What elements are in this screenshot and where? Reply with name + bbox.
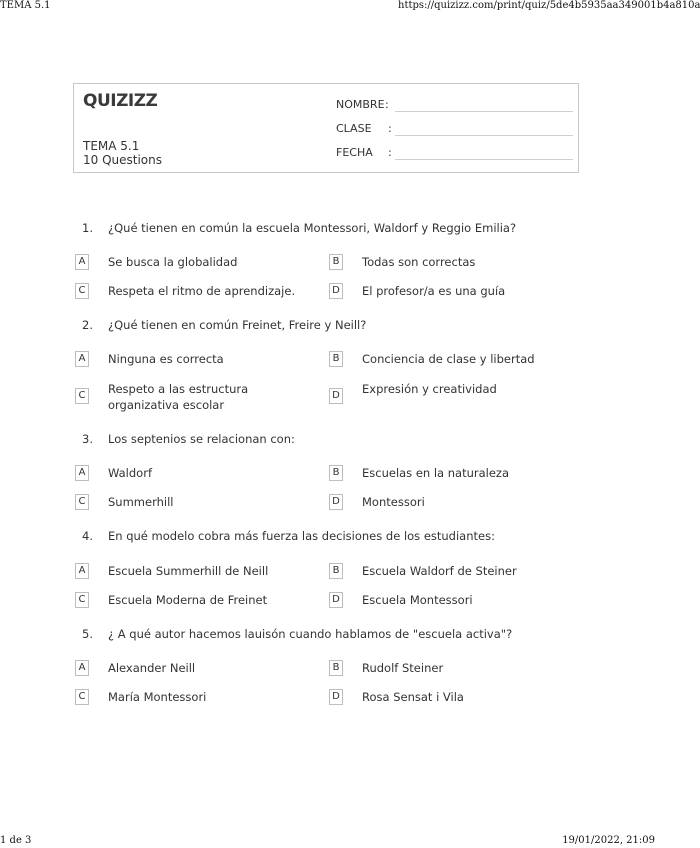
option-letter-box: B xyxy=(329,563,343,579)
option-text: Rosa Sensat i Vila xyxy=(362,690,464,704)
nombre-label: NOMBRE xyxy=(336,98,385,111)
option-letter-box: A xyxy=(75,563,89,579)
option-text: Conciencia de clase y libertad xyxy=(362,352,535,366)
option-text: Montessori xyxy=(362,495,425,509)
question-number: 5. xyxy=(82,627,93,641)
option-text: Waldorf xyxy=(108,466,152,480)
option-letter-box: A xyxy=(75,351,89,367)
clase-label: CLASE xyxy=(336,122,372,135)
print-header xyxy=(0,0,700,14)
option-text: María Montessori xyxy=(108,690,207,704)
fecha-line xyxy=(395,159,573,160)
option-text: Alexander Neill xyxy=(108,661,196,675)
option-letter-box: C xyxy=(75,592,89,608)
question-text: Los septenios se relacionan con: xyxy=(108,432,295,446)
question-number: 2. xyxy=(82,318,93,332)
quiz-info-box xyxy=(73,83,579,173)
option-text: Rudolf Steiner xyxy=(362,661,444,675)
print-timestamp: 19/01/2022, 21:09 xyxy=(562,835,655,846)
option-text: Respeto a las estructura organizativa escolar xyxy=(108,382,249,412)
option-text: Escuela Montessori xyxy=(362,593,473,607)
option-text: Expresión y creatividad xyxy=(362,382,497,396)
question-number: 1. xyxy=(82,221,93,235)
option-text: Summerhill xyxy=(108,495,174,509)
option-text: Ninguna es correcta xyxy=(108,352,224,366)
print-header-url: https://quizizz.com/print/quiz/5de4b5935aa349001b4a810a xyxy=(398,0,700,11)
clase-line xyxy=(395,135,573,136)
question-number: 3. xyxy=(82,432,93,446)
option-letter-box: A xyxy=(75,465,89,481)
nombre-colon: : xyxy=(385,98,389,111)
option-letter-box: B xyxy=(329,351,343,367)
option-letter-box: D xyxy=(329,388,343,404)
fecha-colon: : xyxy=(388,146,392,159)
option-text: Se busca la globalidad xyxy=(108,255,238,269)
option-text: Escuela Summerhill de Neill xyxy=(108,564,269,578)
option-letter-box: B xyxy=(329,465,343,481)
option-letter-box: C xyxy=(75,283,89,299)
option-letter-box: A xyxy=(75,254,89,270)
print-footer xyxy=(0,835,655,848)
page-counter: 1 de 3 xyxy=(0,835,32,846)
option-letter-box: A xyxy=(75,660,89,676)
option-text: El profesor/a es una guía xyxy=(362,284,506,298)
option-text: Respeta el ritmo de aprendizaje. xyxy=(108,284,296,298)
quizizz-logo: QUIZIZZ xyxy=(83,91,158,111)
option-text: Escuela Waldorf de Steiner xyxy=(362,564,517,578)
option-letter-box: D xyxy=(329,592,343,608)
option-c xyxy=(75,381,315,415)
option-letter-box: D xyxy=(329,283,343,299)
option-letter-box: D xyxy=(329,689,343,705)
option-text: Escuela Moderna de Freinet xyxy=(108,593,268,607)
option-letter-box: C xyxy=(75,388,89,404)
option-letter-box: B xyxy=(329,254,343,270)
clase-colon: : xyxy=(388,122,392,135)
option-letter-box: C xyxy=(75,494,89,510)
question-text: ¿Qué tienen en común Freinet, Freire y Neill? xyxy=(108,318,367,332)
quiz-title: TEMA 5.1 xyxy=(83,139,140,153)
question-text: En qué modelo cobra más fuerza las decisiones de los estudiantes: xyxy=(108,529,495,543)
option-letter-box: C xyxy=(75,689,89,705)
option-letter-box: D xyxy=(329,494,343,510)
question-text: ¿ A qué autor hacemos lauisón cuando hablamos de "escuela activa"? xyxy=(108,627,513,641)
fecha-label: FECHA xyxy=(336,146,373,159)
option-text: Escuelas en la naturaleza xyxy=(362,466,510,480)
nombre-line xyxy=(395,111,573,112)
question-number: 4. xyxy=(82,529,93,543)
option-letter-box: B xyxy=(329,660,343,676)
option-d xyxy=(329,381,569,415)
question-text: ¿Qué tienen en común la escuela Montessori, Waldorf y Reggio Emilia? xyxy=(108,221,517,235)
option-text: Todas son correctas xyxy=(362,255,476,269)
print-header-title: TEMA 5.1 xyxy=(0,0,51,11)
question-count: 10 Questions xyxy=(83,153,163,167)
